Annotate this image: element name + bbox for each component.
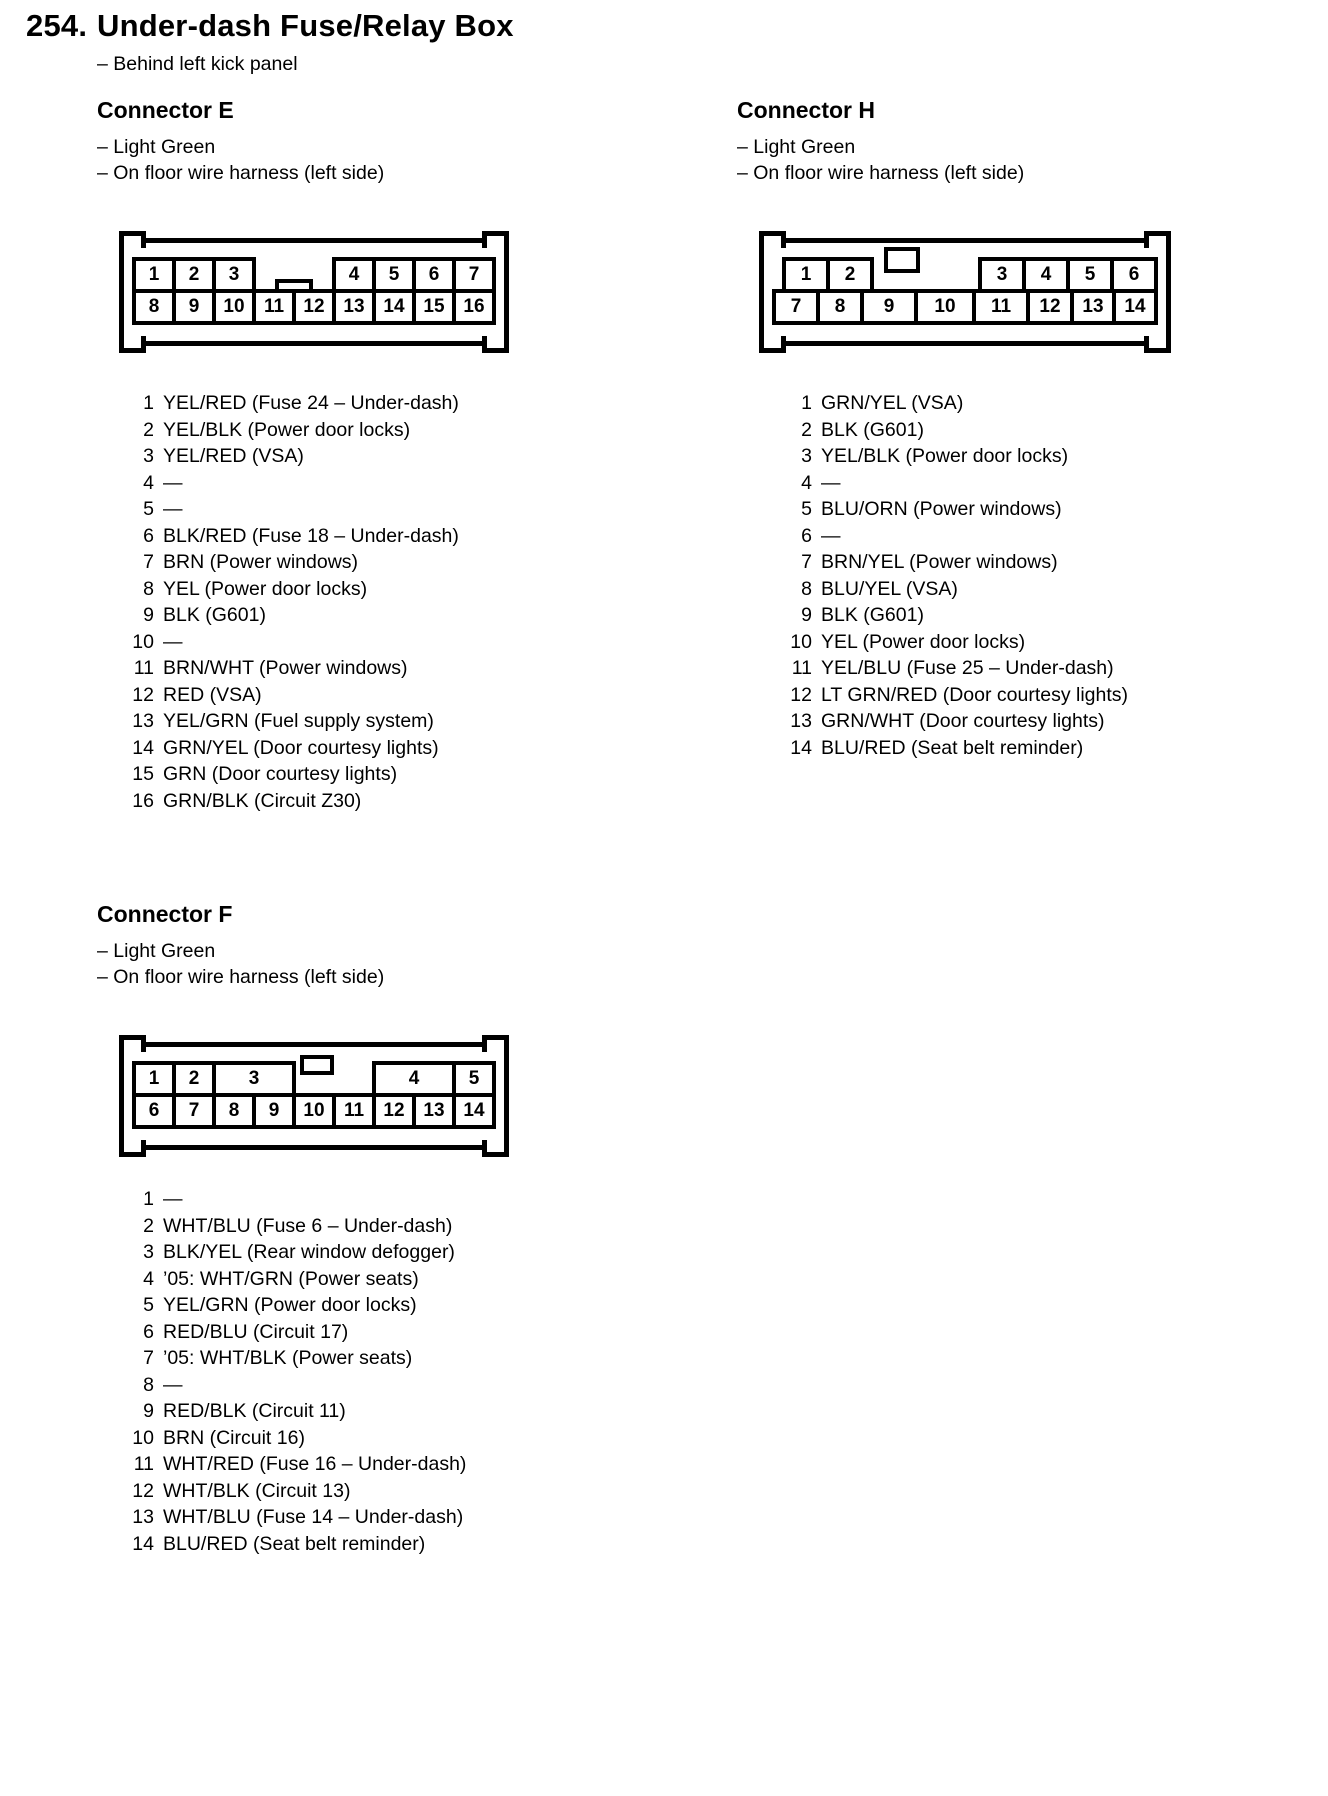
connector-h-housing — [759, 238, 1171, 346]
pin-list-item — [127, 1478, 677, 1505]
pin-cell-e14: 14 — [372, 289, 416, 325]
pin-list-item — [785, 417, 1317, 444]
pin-cell-h12: 12 — [1026, 289, 1074, 325]
pin-cell-h7: 7 — [772, 289, 820, 325]
pin-number: 4 — [143, 471, 154, 494]
connector-h-pin-list — [785, 390, 1317, 761]
location-note: – Behind left kick panel — [97, 53, 298, 75]
pin-list-item — [785, 390, 1317, 417]
pin-cell-e3: 3 — [212, 257, 256, 293]
connector-e-top-row — [132, 257, 496, 293]
pin-description: YEL (Power door locks) — [163, 577, 368, 600]
pin-description: BLK/RED (Fuse 18 – Under-dash) — [163, 524, 459, 547]
pin-list-item — [127, 629, 677, 656]
pin-cell-f10: 10 — [292, 1093, 336, 1129]
connector-h-harness-note: – On floor wire harness (left side) — [737, 162, 1025, 184]
pin-list-item — [127, 1239, 677, 1266]
pin-list-item — [785, 470, 1317, 497]
pin-description: YEL/BLK (Power door locks) — [821, 445, 1069, 467]
pin-description: BLK (G601) — [821, 418, 924, 441]
pin-list-item — [785, 443, 1317, 470]
housing-corner-tab — [759, 231, 786, 248]
pin-cell-h6: 6 — [1110, 257, 1158, 293]
pin-number: 8 — [143, 577, 154, 600]
pin-number: 13 — [790, 710, 812, 732]
pin-list-item — [785, 735, 1317, 762]
pin-list-item — [127, 1213, 677, 1240]
connector-f-heading: Connector F — [97, 901, 233, 927]
pin-number: 9 — [143, 1400, 154, 1422]
pin-number: 12 — [132, 1479, 154, 1502]
pin-number: 7 — [143, 1347, 154, 1369]
pin-list-item — [127, 1504, 677, 1531]
pin-number: 2 — [801, 418, 812, 441]
pin-description: BLU/RED (Seat belt reminder) — [163, 1532, 426, 1555]
pin-list-item — [127, 1372, 677, 1399]
pin-cell-h2: 2 — [826, 257, 874, 293]
pin-description: BRN/YEL (Power windows) — [821, 551, 1058, 573]
pin-description: ’05: WHT/BLK (Power seats) — [163, 1347, 413, 1369]
connector-h-diagram — [759, 238, 1317, 346]
pin-description: — — [163, 1373, 183, 1396]
pin-list-item — [127, 655, 677, 682]
pin-number: 1 — [143, 392, 154, 414]
pin-list-item — [127, 1345, 677, 1372]
housing-corner-tab — [119, 1140, 146, 1157]
pin-number: 6 — [801, 524, 812, 547]
pin-cell-h13: 13 — [1070, 289, 1116, 325]
pin-number: 12 — [790, 683, 812, 706]
pin-number: 7 — [801, 551, 812, 573]
pin-number: 14 — [790, 736, 812, 759]
pin-number: 7 — [143, 551, 154, 573]
pin-cell-e13: 13 — [332, 289, 376, 325]
pin-number: 9 — [143, 604, 154, 626]
pin-cell-h10: 10 — [914, 289, 976, 325]
pin-description: ’05: WHT/GRN (Power seats) — [163, 1267, 419, 1290]
pin-description: RED (VSA) — [163, 683, 262, 706]
pin-description: WHT/RED (Fuse 16 – Under-dash) — [163, 1453, 467, 1475]
connector-key-tab — [300, 1055, 334, 1075]
pin-number: 16 — [132, 789, 154, 812]
pin-number: 6 — [143, 524, 154, 547]
pin-cell-h11: 11 — [972, 289, 1030, 325]
pin-description: BRN (Circuit 16) — [163, 1426, 305, 1449]
pin-number: 5 — [143, 1294, 154, 1316]
housing-corner-tab — [482, 1035, 509, 1052]
connector-e-diagram — [119, 238, 677, 346]
connector-h-heading: Connector H — [737, 97, 875, 123]
pin-list-item — [785, 496, 1317, 523]
pin-cell-f4: 4 — [372, 1061, 456, 1097]
housing-corner-tab — [119, 336, 146, 353]
pin-number: 15 — [132, 763, 154, 785]
pin-number: 11 — [133, 657, 154, 679]
pin-description: GRN/YEL (VSA) — [821, 392, 964, 414]
pin-cell-e6: 6 — [412, 257, 456, 293]
connector-f-color-note: – Light Green — [97, 940, 216, 962]
pin-number: 10 — [132, 1426, 154, 1449]
connector-key-tab — [884, 247, 920, 273]
pin-number: 14 — [132, 1532, 154, 1555]
pin-cell-e10: 10 — [212, 289, 256, 325]
section-title: Under-dash Fuse/Relay Box — [97, 8, 514, 43]
pin-number: 10 — [132, 630, 154, 653]
pin-cell-h1: 1 — [782, 257, 830, 293]
pin-cell-e7: 7 — [452, 257, 496, 293]
pin-cell-h8: 8 — [816, 289, 864, 325]
pin-number: 13 — [132, 710, 154, 732]
pin-list-item — [127, 470, 677, 497]
pin-list-item — [127, 1186, 677, 1213]
pin-cell-h14: 14 — [1112, 289, 1158, 325]
pin-description: YEL/RED (Fuse 24 – Under-dash) — [163, 392, 459, 414]
pin-list-item — [127, 682, 677, 709]
pin-cell-e1: 1 — [132, 257, 176, 293]
pin-list-item — [785, 708, 1317, 735]
pin-list-item — [785, 576, 1317, 603]
pin-cell-e5: 5 — [372, 257, 416, 293]
connector-e-pin-list — [127, 390, 677, 814]
pin-description: RED/BLU (Circuit 17) — [163, 1320, 349, 1343]
pin-number: 6 — [143, 1320, 154, 1343]
pin-description: GRN/BLK (Circuit Z30) — [163, 789, 362, 812]
pin-description: BLK (G601) — [163, 604, 266, 626]
pin-number: 4 — [143, 1267, 154, 1290]
pin-description: — — [163, 498, 183, 520]
pin-number: 14 — [132, 736, 154, 759]
pin-cell-f12: 12 — [372, 1093, 416, 1129]
pin-list-item — [127, 1292, 677, 1319]
pin-list-item — [785, 602, 1317, 629]
housing-corner-tab — [119, 1035, 146, 1052]
pin-description: BLK/YEL (Rear window defogger) — [163, 1241, 455, 1263]
pin-list-item — [127, 735, 677, 762]
pin-description: WHT/BLK (Circuit 13) — [163, 1479, 351, 1502]
pin-cell-f14: 14 — [452, 1093, 496, 1129]
connector-e-bottom-row — [132, 289, 496, 325]
connector-e-heading: Connector E — [97, 97, 234, 123]
pin-number: 13 — [132, 1506, 154, 1528]
connector-section-f — [97, 901, 677, 1557]
pin-list-item — [127, 1451, 677, 1478]
pin-description: — — [163, 630, 183, 653]
pin-cell-f7: 7 — [172, 1093, 216, 1129]
pin-number: 5 — [143, 498, 154, 520]
pin-number: 12 — [132, 683, 154, 706]
connector-f-harness-note: – On floor wire harness (left side) — [97, 966, 385, 988]
pin-description: YEL/GRN (Fuel supply system) — [163, 710, 434, 732]
connector-section-e — [97, 97, 677, 814]
pin-description: BRN (Power windows) — [163, 551, 359, 573]
pin-list-item — [127, 417, 677, 444]
pin-description: BRN/WHT (Power windows) — [163, 657, 408, 679]
housing-corner-tab — [482, 231, 509, 248]
connector-e-harness-note: – On floor wire harness (left side) — [97, 162, 385, 184]
pin-description: YEL (Power door locks) — [821, 630, 1026, 653]
pin-description: RED/BLK (Circuit 11) — [163, 1400, 346, 1422]
pin-description: GRN (Door courtesy lights) — [163, 763, 398, 785]
pin-cell-f3: 3 — [212, 1061, 296, 1097]
pin-list-item — [127, 1425, 677, 1452]
pin-description: YEL/BLK (Power door locks) — [163, 418, 411, 441]
pin-description: YEL/GRN (Power door locks) — [163, 1294, 417, 1316]
connector-h-top-row — [772, 257, 1158, 293]
page-header — [26, 8, 514, 76]
pin-number: 11 — [791, 657, 812, 679]
pin-description: BLK (G601) — [821, 604, 924, 626]
housing-corner-tab — [119, 231, 146, 248]
pin-list-item — [127, 761, 677, 788]
pin-description: GRN/WHT (Door courtesy lights) — [821, 710, 1105, 732]
pin-number: 9 — [801, 604, 812, 626]
pin-cell-f5: 5 — [452, 1061, 496, 1097]
pin-cell-f8: 8 — [212, 1093, 256, 1129]
pin-cell-e12: 12 — [292, 289, 336, 325]
pin-cell-e16: 16 — [452, 289, 496, 325]
pin-description: BLU/ORN (Power windows) — [821, 498, 1062, 520]
connector-f-bottom-row — [132, 1093, 496, 1129]
pin-description: BLU/RED (Seat belt reminder) — [821, 736, 1084, 759]
pin-description: BLU/YEL (VSA) — [821, 577, 958, 600]
pin-list-item — [127, 602, 677, 629]
pin-list-item — [127, 390, 677, 417]
pin-list-item — [127, 523, 677, 550]
pin-description: — — [821, 471, 841, 494]
page-title — [26, 8, 514, 44]
pin-number: 4 — [801, 471, 812, 494]
pin-cell-f13: 13 — [412, 1093, 456, 1129]
connector-key-gap — [292, 1061, 376, 1097]
pin-cell-e2: 2 — [172, 257, 216, 293]
pin-number: 3 — [143, 445, 154, 467]
pin-list-item — [127, 1266, 677, 1293]
pin-list-item — [127, 1531, 677, 1558]
pin-cell-e11: 11 — [252, 289, 296, 325]
housing-corner-tab — [759, 336, 786, 353]
connector-f-housing — [119, 1042, 509, 1150]
pin-description: — — [163, 471, 183, 494]
pin-cell-e8: 8 — [132, 289, 176, 325]
pin-number: 8 — [143, 1373, 154, 1396]
pin-cell-h4: 4 — [1022, 257, 1070, 293]
pin-cell-e15: 15 — [412, 289, 456, 325]
pin-list-item — [127, 576, 677, 603]
pin-number: 1 — [801, 392, 812, 414]
connector-f-pin-list — [127, 1186, 677, 1557]
pin-list-item — [127, 443, 677, 470]
pin-cell-e4: 4 — [332, 257, 376, 293]
pin-description: WHT/BLU (Fuse 6 – Under-dash) — [163, 1214, 453, 1237]
pin-number: 5 — [801, 498, 812, 520]
connector-e-housing — [119, 238, 509, 346]
pin-number: 3 — [801, 445, 812, 467]
pin-cell-f2: 2 — [172, 1061, 216, 1097]
pin-number: 1 — [143, 1188, 154, 1210]
housing-corner-tab — [482, 336, 509, 353]
pin-list-item — [785, 549, 1317, 576]
pin-description: YEL/BLU (Fuse 25 – Under-dash) — [821, 657, 1114, 679]
connector-key-gap — [870, 257, 982, 293]
pin-cell-f11: 11 — [332, 1093, 376, 1129]
pin-list-item — [127, 496, 677, 523]
pin-description: LT GRN/RED (Door courtesy lights) — [821, 683, 1129, 706]
connector-h-color-note: – Light Green — [737, 136, 856, 158]
pin-cell-e9: 9 — [172, 289, 216, 325]
pin-cell-f9: 9 — [252, 1093, 296, 1129]
connector-h-bottom-row — [772, 289, 1158, 325]
pin-list-item — [785, 682, 1317, 709]
pin-description: WHT/BLU (Fuse 14 – Under-dash) — [163, 1506, 464, 1528]
pin-cell-f6: 6 — [132, 1093, 176, 1129]
connector-e-color-note: – Light Green — [97, 136, 216, 158]
pin-cell-h3: 3 — [978, 257, 1026, 293]
pin-list-item — [785, 655, 1317, 682]
pin-number: 3 — [143, 1241, 154, 1263]
connector-f-diagram — [119, 1042, 677, 1150]
pin-number: 2 — [143, 418, 154, 441]
section-number: 254. — [26, 8, 88, 43]
pin-cell-h5: 5 — [1066, 257, 1114, 293]
housing-corner-tab — [482, 1140, 509, 1157]
pin-description: — — [821, 524, 841, 547]
pin-cell-f1: 1 — [132, 1061, 176, 1097]
pin-list-item — [127, 1319, 677, 1346]
pin-list-item — [127, 788, 677, 815]
connector-key-gap — [252, 257, 336, 293]
connector-section-h — [737, 97, 1317, 761]
pin-list-item — [785, 629, 1317, 656]
pin-description: — — [163, 1188, 183, 1210]
pin-number: 11 — [133, 1453, 154, 1475]
housing-corner-tab — [1144, 231, 1171, 248]
pin-list-item — [127, 549, 677, 576]
pin-number: 8 — [801, 577, 812, 600]
pin-description: YEL/RED (VSA) — [163, 445, 304, 467]
connector-f-top-row — [132, 1061, 496, 1097]
pin-list-item — [785, 523, 1317, 550]
pin-list-item — [127, 1398, 677, 1425]
pin-number: 10 — [790, 630, 812, 653]
housing-corner-tab — [1144, 336, 1171, 353]
pin-description: GRN/YEL (Door courtesy lights) — [163, 736, 439, 759]
pin-cell-h9: 9 — [860, 289, 918, 325]
pin-number: 2 — [143, 1214, 154, 1237]
pin-list-item — [127, 708, 677, 735]
